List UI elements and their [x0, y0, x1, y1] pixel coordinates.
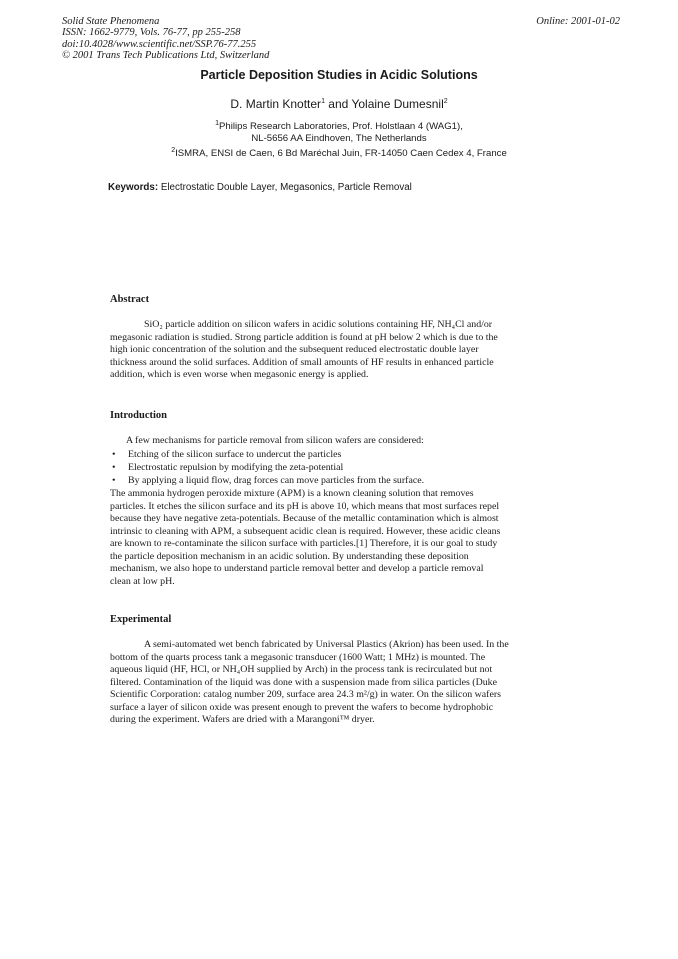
introduction-line: clean at low pH. [110, 575, 175, 587]
author-2-affil-marker: 2 [443, 98, 448, 105]
introduction-line: mechanism, we also hope to understand particle removal better and develop a particle removal [110, 563, 484, 574]
abstract-text [110, 319, 582, 382]
journal-copyright: © 2001 Trans Tech Publications Ltd, Switzerland [62, 50, 270, 62]
journal-name: Solid State Phenomena [62, 16, 160, 27]
affiliation-2-line-1: ISMRA, ENSI de Caen, 6 Bd Maréchal Juin, FR-14050 Caen Cedex 4, France [175, 148, 507, 159]
list-item [110, 474, 582, 487]
abstract-heading: Abstract [110, 294, 150, 305]
author-list [0, 97, 678, 111]
abstract-line: SiO₂ particle addition on silicon wafers in acidic solutions containing HF, NH₄Cl and/or [144, 319, 493, 330]
experimental-line: A semi-automated wet bench fabricated by Universal Plastics (Akrion) has been used. In the [144, 639, 509, 650]
affiliation-1 [0, 121, 678, 144]
list-item-text: Etching of the silicon surface to undercut the particles [128, 449, 342, 460]
abstract-line: addition, which is even worse when megasonic energy is applied. [110, 369, 369, 380]
bullet-marker: • [112, 462, 116, 474]
keywords [108, 182, 412, 193]
paper-title: Particle Deposition Studies in Acidic Solutions [200, 68, 478, 82]
experimental-line: Scientific Corporation: catalog number 209, surface area 24.3 m²/g) in water. On the silicon wafers [110, 689, 501, 700]
journal-info [62, 16, 382, 62]
affiliation-2-marker: 2 [171, 146, 176, 154]
experimental-text [110, 639, 582, 727]
list-item-text: Electrostatic repulsion by modifying the zeta-potential [128, 462, 344, 474]
introduction-heading: Introduction [110, 410, 167, 421]
experimental-line: bottom of the quarts process tank a megasonic transducer (1600 Watt; 1 MHz) is mounted. The [110, 651, 486, 663]
experimental-line: filtered. Contamination of the liquid was done with a suspension made from silica particles (Duke [110, 676, 497, 688]
introduction-lead-line: A few mechanisms for particle removal from silicon wafers are considered: [126, 435, 424, 446]
keywords-label: Keywords: [108, 182, 159, 193]
affiliation-1-line-2: NL-5656 AA Eindhoven, The Netherlands [251, 132, 427, 144]
introduction-line: particles. It etches the silicon surface and its pH is above 10, which means that most surfaces repel [110, 500, 500, 512]
list-item-text: By applying a liquid flow, drag forces can move particles from the surface. [128, 475, 425, 487]
experimental-heading: Experimental [110, 614, 172, 625]
online-date: Online: 2001-01-02 [536, 16, 620, 27]
mechanism-list [110, 448, 582, 488]
experimental-line: aqueous liquid (HF, HCl, or NH₄OH supplied by Arch) in the process tank is recirculated but not [110, 664, 493, 675]
introduction-line: intrinsic to cleaning with APM, a subsequent acidic clean is required. However, these acidic cleans [110, 525, 501, 537]
experimental-line: during the experiment. Wafers are dried with a Marangoni™ dryer. [110, 714, 375, 725]
journal-doi[interactable]: doi:10.4028/www.scientific.net/SSP.76-77.255 [62, 38, 257, 50]
list-item [110, 461, 582, 474]
abstract-line: high ionic concentration of the solution and the subsequent reduced electrostatic double layer [110, 344, 479, 355]
bullet-marker: • [112, 475, 116, 487]
author-2: Yolaine Dumesnil [351, 97, 444, 111]
abstract-line: megasonic radiation is studied. Strong particle addition is found at pH below 2 which is due to the [110, 331, 498, 343]
affiliation-1-line-1: Philips Research Laboratories, Prof. Holstlaan 4 (WAG1), [219, 121, 463, 132]
author-conjunction: and [324, 97, 352, 111]
list-item [110, 448, 582, 461]
journal-issn: ISSN: 1662-9779, Vols. 76-77, pp 255-258 [62, 27, 241, 39]
affiliation-1-marker: 1 [215, 119, 220, 127]
keywords-text: Electrostatic Double Layer, Megasonics, Particle Removal [158, 182, 412, 193]
bullet-marker: • [112, 449, 116, 460]
author-1: D. Martin Knotter [230, 97, 322, 111]
introduction-line: the particle deposition mechanism in an acidic solution. By understanding these deposition [110, 550, 469, 562]
introduction-body [110, 488, 582, 588]
author-1-affil-marker: 1 [321, 98, 325, 105]
affiliation-2 [0, 148, 678, 160]
introduction-lead [110, 435, 582, 448]
introduction-line: because they have negative zeta-potentials. Because of the metallic contamination which is almost [110, 513, 499, 524]
abstract-line: thickness around the solid surfaces. Addition of small amounts of HF results in enhanced particle [110, 356, 494, 368]
introduction-line: are known to re-contaminate the silicon surface with particles.[1] Therefore, it is our goal to study [110, 538, 498, 549]
experimental-line: surface a layer of silicon oxide was present enough to prevent the wafers to become hydrophobic [110, 701, 494, 713]
introduction-line: The ammonia hydrogen peroxide mixture (APM) is a known cleaning solution that removes [110, 488, 474, 499]
